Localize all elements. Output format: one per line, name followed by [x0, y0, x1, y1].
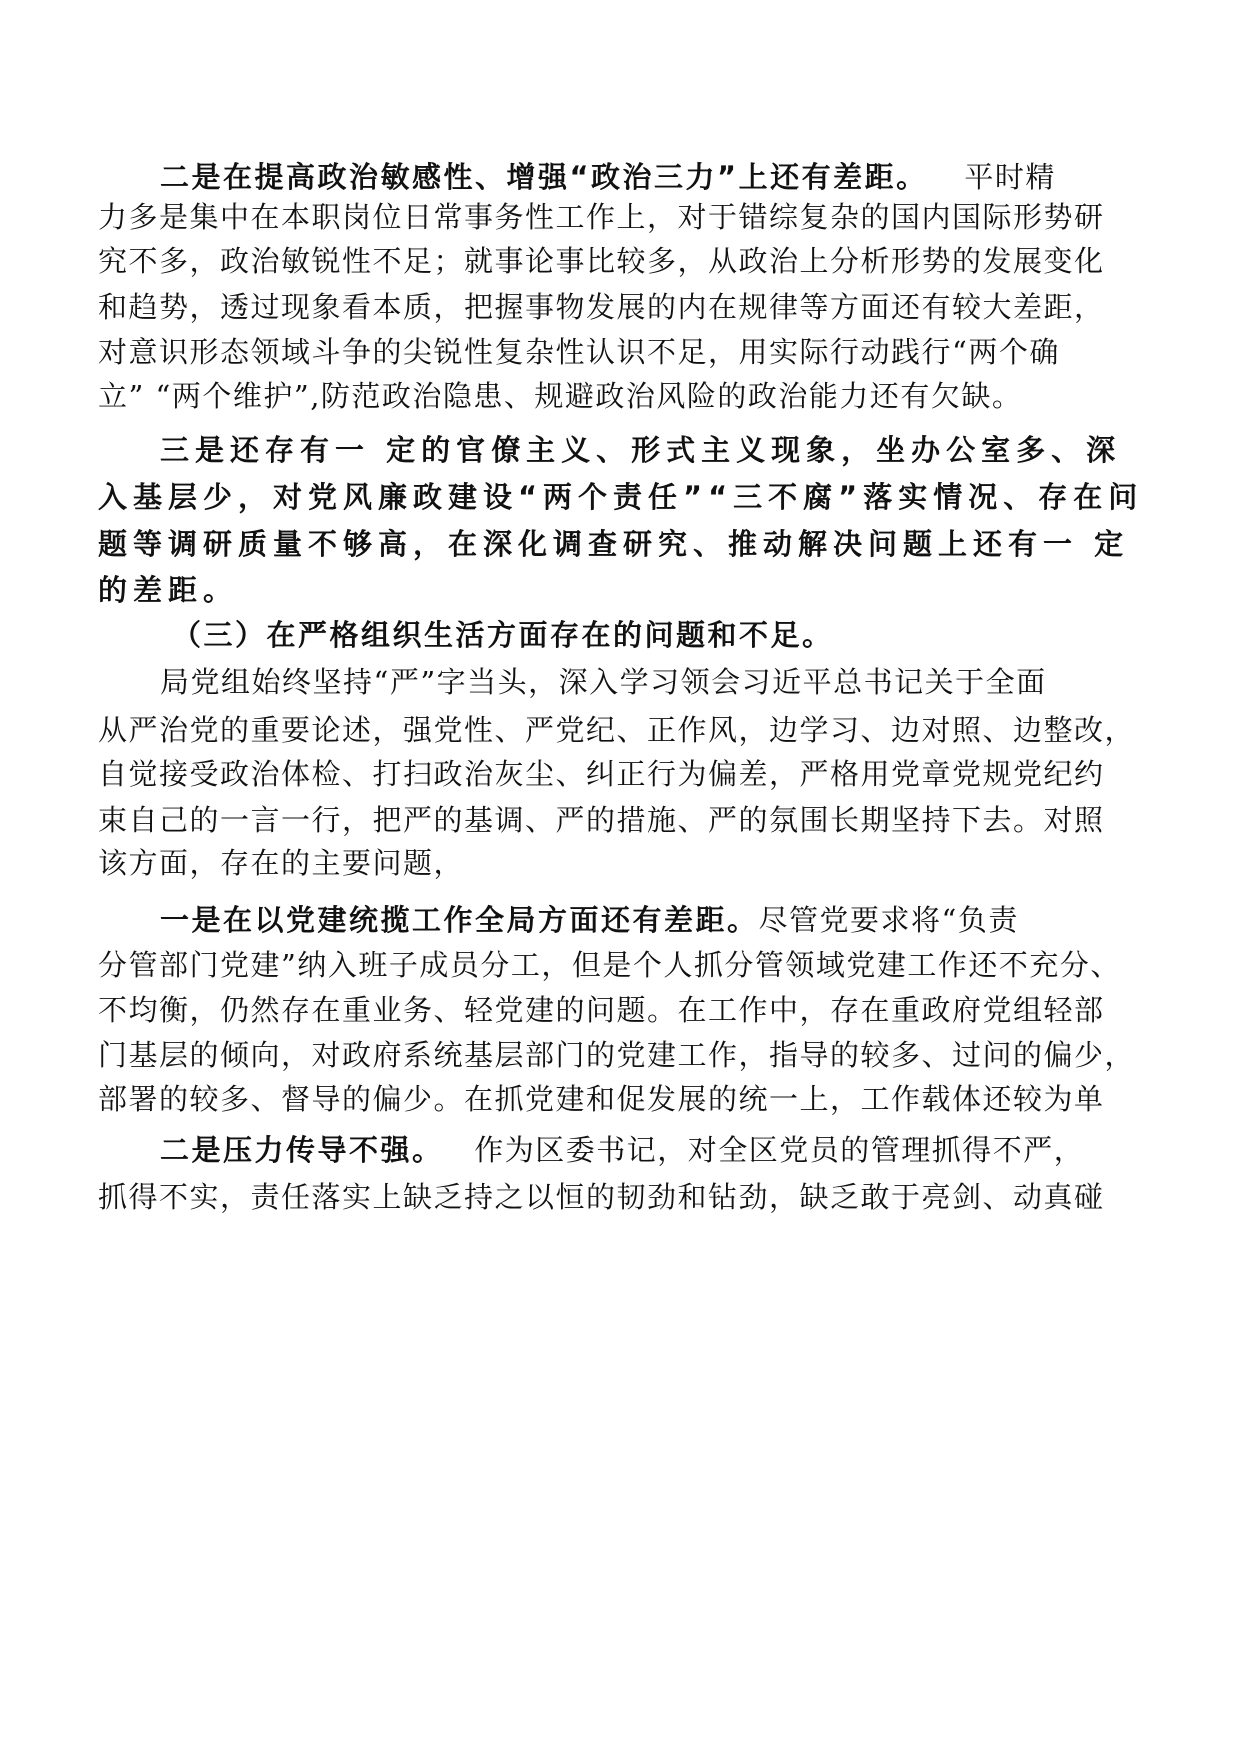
paragraph-line: 和趋势，透过现象看本质，把握事物发展的内在规律等方面还有较大差距，: [98, 290, 1105, 324]
paragraph-line: 不均衡，仍然存在重业务、轻党建的问题。在工作中，存在重政府党组轻部: [98, 993, 1105, 1027]
paragraph-line: 力多是集中在本职岗位日常事务性工作上，对于错综复杂的国内国际形势研: [98, 200, 1105, 234]
paragraph-line: 抓得不实，责任落实上缺乏持之以恒的韧劲和钻劲，缺乏敢于亮剑、动真碰: [98, 1180, 1105, 1214]
paragraph-line: 该方面，存在的主要问题，: [98, 846, 465, 880]
bold-lead: 二是压力传导不强。: [160, 1133, 444, 1167]
bold-lead: 二是在提高政治敏感性、增强“政治三力”上还有差距。: [160, 160, 928, 194]
paragraph-line: 分管部门党建”纳入班子成员分工，但是个人抓分管领域党建工作还不充分、: [98, 948, 1121, 982]
body-text: 平时精: [964, 160, 1056, 194]
paragraph-line: [160, 900, 1019, 940]
paragraph-line: 门基层的倾向，对政府系统基层部门的党建工作，指导的较多、过问的偏少，: [98, 1038, 1136, 1072]
paragraph-line: 究不多，政治敏锐性不足；就事论事比较多，从政治上分析形势的发展变化: [98, 244, 1105, 278]
paragraph-line: 立” “两个维护”,防范政治隐患、规避政治风险的政治能力还有欠缺。: [98, 379, 1023, 413]
paragraph-line: 自觉接受政治体检、打扫政治灰尘、纠正行为偏差，严格用党章党规党纪约: [98, 757, 1105, 791]
bold-paragraph-line: 题等调研质量不够高，在深化调查研究、推动解决问题上还有一 定: [98, 527, 1130, 561]
paragraph-line: 部署的较多、督导的偏少。在抓党建和促发展的统一上，工作载体还较为单: [98, 1082, 1105, 1116]
paragraph-line: 对意识形态领域斗争的尖锐性复杂性认识不足，用实际行动践行“两个确: [98, 335, 1060, 369]
body-text: 尽管党要求将“负责: [758, 903, 1019, 937]
bold-paragraph-line: 三是还存有一 定的官僚主义、形式主义现象，坐办公室多、深: [160, 433, 1122, 467]
paragraph-line: 从严治党的重要论述，强党性、严党纪、正作风，边学习、边对照、边整改，: [98, 713, 1136, 747]
section-heading: （三）在严格组织生活方面存在的问题和不足。: [172, 618, 834, 652]
bold-paragraph-line: 的差距。: [98, 573, 239, 607]
bold-lead: 一是在以党建统揽工作全局方面还有差距。: [160, 903, 759, 937]
body-text: 作为区委书记，对全区党员的管理抓得不严，: [474, 1133, 1085, 1167]
bold-paragraph-line: 入基层少，对党风廉政建设“两个责任”“三不腐”落实情况、存在问: [98, 480, 1144, 514]
paragraph-line: [160, 1130, 1084, 1170]
paragraph-line: 束自己的一言一行，把严的基调、严的措施、严的氛围长期坚持下去。对照: [98, 803, 1105, 837]
paragraph-line: [160, 157, 1056, 197]
paragraph-line: 局党组始终坚持“严”字当头，深入学习领会习近平总书记关于全面: [160, 665, 1047, 699]
